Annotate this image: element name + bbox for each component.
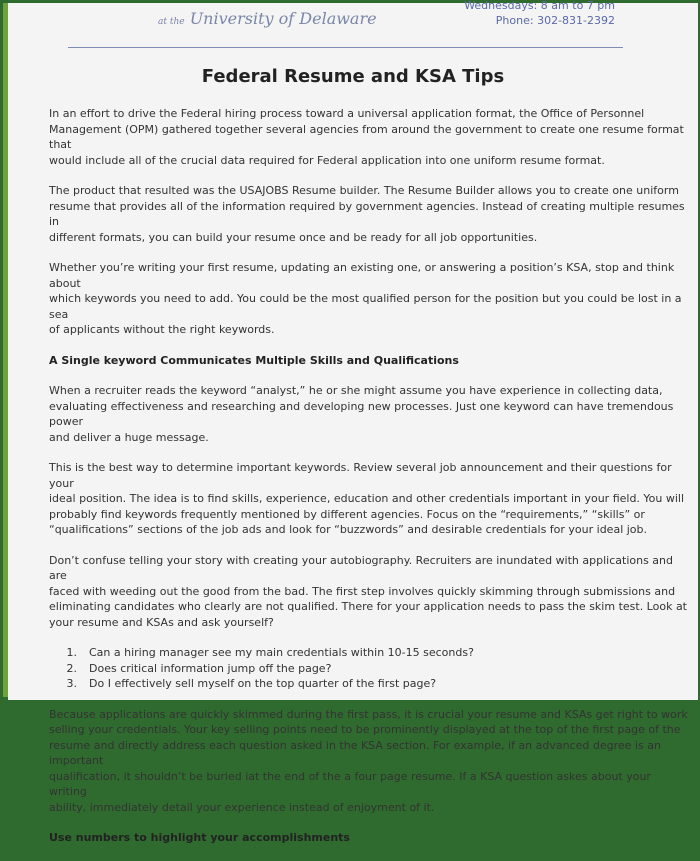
document-page [8,0,698,844]
paragraph: This is the best way to determine important keywords. Review several job announcement and their questions for your ideal position. The idea is to find skills, experience, education and other credentials important in your field. You will probably find keywords frequently mentioned by different agencies. Focus on the “requirements,” “skills” or “qualifications” sections of the job ads and look for “buzzwords” and desirable credentials for your ideal job. [49,461,685,536]
paragraph: In an effort to drive the Federal hiring process toward a universal application format, the Office of Personnel Management (OPM) gathered together several agencies from around the government to create one resume format that would include all of the crucial data required for Federal application into one uniform resume format. [49,107,684,167]
list-number: 3. [66,677,77,690]
list-number: 2. [66,661,77,675]
list-item [49,645,689,661]
phone-number: Phone: 302-831-2392 [495,14,615,27]
list-text: Can a hiring manager see my main credentials within 10-15 seconds? [89,646,474,659]
paragraph: The product that resulted was the USAJOBS Resume builder. The Resume Builder allows you to create one uniform resume that provides all of the information required by government agencies. Instead of creating multiple resumes in different formats, you can build your resume once and be ready for all job opportunities. [49,184,685,244]
document-body [49,106,689,861]
university-letterhead [158,9,377,28]
letterhead-prefix: at the [158,17,185,27]
list-text: Does critical information jump off the page? [89,661,332,675]
paragraph: Don’t confuse telling your story with creating your autobiography. Recruiters are inundated with applications and are faced with weeding out the good from the bad. The first step involves quickly skimming through submissions and eliminating candidates who clearly are not qualified. There for your application needs to pass the skim test. Look at your resume and KSAs and ask yourself? [49,553,687,629]
university-name: University of Delaware [189,9,377,28]
list-item [49,661,689,677]
section-heading: A Single keyword Communicates Multiple Skills and Qualifications [49,353,459,367]
header-divider [68,47,623,48]
section-heading: Use numbers to highlight your accomplishments [49,831,350,844]
office-hours: Wednesdays: 8 am to 7 pm [464,0,615,12]
paragraph: When a recruiter reads the keyword “analyst,” he or she might assume you have experience in collecting data, evaluating effectiveness and researching and developing new processes. Just one keyword can have tremendous power and deliver a huge message. [49,384,674,444]
list-number: 1. [66,646,77,659]
page-title: Federal Resume and KSA Tips [201,66,505,87]
paragraph: Whether you’re writing your first resume, updating an existing one, or answering a position’s KSA, stop and think about which keywords you need to add. You could be the most qualified person for the position but you could be lost in a sea of applicants without the right keywords. [49,261,682,336]
list-text: Do I effectively sell myself on the top quarter of the first page? [89,677,437,690]
question-list [49,645,689,692]
page-frame [3,0,697,844]
contact-info [464,0,615,28]
paragraph: Because applications are quickly skimmed during the first pass, it is crucial your resume and KSAs get right to work selling your credentials. Your key selling points need to be prominently displayed at the top of the first page of the resume and directly address each question asked in the KSA section. For example, if an advanced degree is an important qualification, it shouldn’t be buried iat the end of the a four page resume. If a KSA question askes about your writing ability, immediately detail your experience instead of enjoyment of it. [49,707,688,814]
list-item [49,676,689,692]
